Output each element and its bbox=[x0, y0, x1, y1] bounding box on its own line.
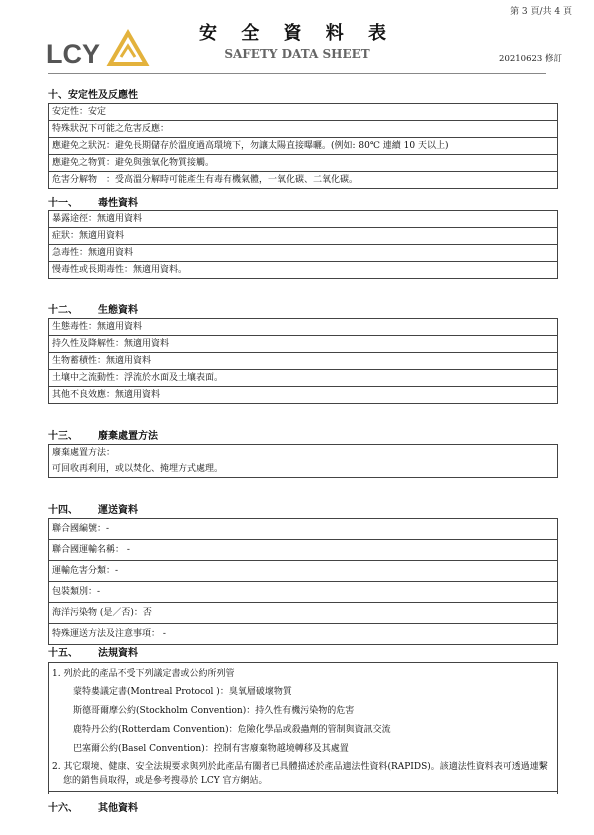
table-row: 土壤中之流動性：浮流於水面及土壤表面。 bbox=[49, 370, 557, 387]
table-row: 特殊運送方法及注意事項： - bbox=[49, 624, 557, 645]
table-row: 應避免之狀況：避免長期儲存於溫度過高環境下，勿讓太陽直接曝曬。(例如: 80℃ 連續 10 天以上) bbox=[49, 138, 557, 155]
section-13-table bbox=[48, 444, 558, 478]
table-row: 聯合國運輸名稱： - bbox=[49, 540, 557, 561]
section-14-title: 十四、 運送資料 bbox=[48, 505, 138, 516]
table-row: 安定性：安定 bbox=[49, 104, 557, 121]
section-15-box bbox=[48, 662, 558, 794]
table-row: 持久性及降解性：無適用資料 bbox=[49, 336, 557, 353]
section-13-title: 十三、 廢棄處置方法 bbox=[48, 431, 158, 442]
document-title: 安 全 資 料 表 bbox=[198, 23, 396, 44]
section-10-table bbox=[48, 103, 558, 189]
table-row: 運輸危害分類：- bbox=[49, 561, 557, 582]
convention-item: 巴塞爾公約(Basel Convention)：控制有害廢棄物越境轉移及其處置 bbox=[73, 744, 349, 754]
regulation-item: 2. 其它環境、健康、安全法規要求與列於此產品有關者已具體描述於產品適法性資料(RAPIDS)。該適法性資料表可透過連繫您的銷售員取得，或是參考搜尋於 LCY 官方網站。 bbox=[49, 759, 557, 792]
table-row: 包裝類別：- bbox=[49, 582, 557, 603]
section-15-title: 十五、 法規資料 bbox=[48, 648, 138, 659]
table-row: 危害分解物 ：受高溫分解時可能產生有毒有機氣體，一氧化碳、二氧化碳。 bbox=[49, 172, 557, 189]
document-subtitle: SAFETY DATA SHEET bbox=[224, 47, 370, 61]
convention-item: 斯德哥爾摩公約(Stockholm Convention)：持久性有機污染物的危害 bbox=[73, 706, 355, 716]
revision-date: 20210623 修訂 bbox=[499, 54, 562, 64]
table-row: 慢毒性或長期毒性：無適用資料。 bbox=[49, 262, 557, 279]
regulation-item: 1. 列於此的產品不受下列議定書或公約所列管 bbox=[52, 669, 235, 679]
table-row: 應避免之物質：避免與強氧化物質接觸。 bbox=[49, 155, 557, 172]
table-row: 其他不良效應：無適用資料 bbox=[49, 387, 557, 404]
table-row: 生物蓄積性：無適用資料 bbox=[49, 353, 557, 370]
svg-text:LCY: LCY bbox=[46, 39, 100, 67]
header-divider bbox=[48, 73, 546, 74]
document-header bbox=[0, 15, 594, 77]
section-12-title: 十二、 生態資料 bbox=[48, 305, 138, 316]
table-row: 急毒性：無適用資料 bbox=[49, 245, 557, 262]
section-16-title: 十六、 其他資料 bbox=[48, 803, 138, 814]
convention-item: 蒙特婁議定書(Montreal Protocol )：臭氧層破壞物質 bbox=[73, 687, 292, 697]
convention-item: 鹿特丹公約(Rotterdam Convention)：危險化學品或殺蟲劑的管制與資訊交流 bbox=[73, 725, 391, 735]
table-row: 可回收再利用，或以焚化、掩埋方式處理。 bbox=[49, 461, 557, 478]
table-row: 症狀：無適用資料 bbox=[49, 228, 557, 245]
section-11-table bbox=[48, 210, 558, 279]
table-row: 暴露途徑：無適用資料 bbox=[49, 211, 557, 228]
section-11-title: 十一、 毒性資料 bbox=[48, 198, 138, 209]
section-14-table bbox=[48, 518, 558, 645]
table-row: 廢棄處置方法： bbox=[52, 448, 116, 458]
table-row: 生態毒性：無適用資料 bbox=[49, 319, 557, 336]
table-row: 聯合國編號：- bbox=[49, 519, 557, 540]
table-row: 特殊狀況下可能之危害反應： bbox=[49, 121, 557, 138]
page-number: 第 3 頁/共 4 頁 bbox=[510, 7, 572, 17]
section-12-table bbox=[48, 318, 558, 404]
section-10-title: 十、安定性及反應性 bbox=[48, 90, 138, 101]
table-row: 海洋污染物 (是／否)：否 bbox=[49, 603, 557, 624]
